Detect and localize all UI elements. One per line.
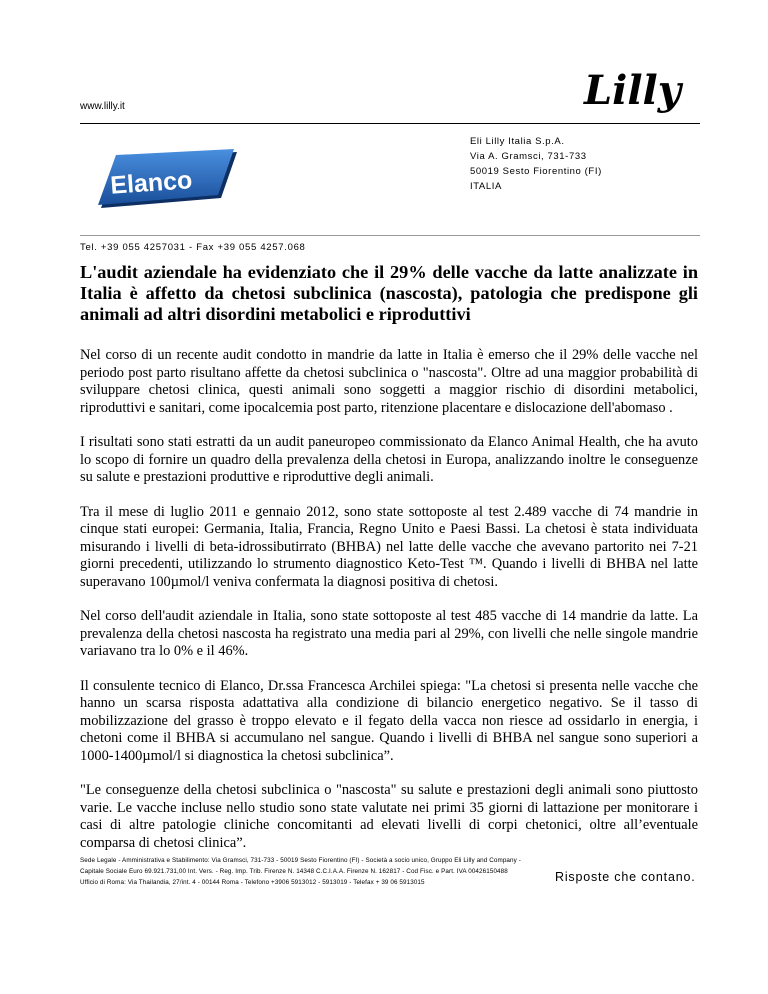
contact-numbers: Tel. +39 055 4257031 - Fax +39 055 4257.068 xyxy=(80,242,306,253)
article-body xyxy=(80,262,698,869)
lilly-logo-text: Lilly xyxy=(584,67,681,114)
address-line: Eli Lilly Italia S.p.A. xyxy=(470,136,565,147)
elanco-logo xyxy=(90,143,240,213)
elanco-logo-text: Elanco xyxy=(109,166,194,200)
article-paragraph: Nel corso di un recente audit condotto in mandrie da latte in Italia è emerso che il 29% delle vacche nel periodo post parto risultano affette da chetosi subclinica o "nascosta". Oltre ad una maggior probabilità di sviluppare chetosi clinica, questi animali sono soggetti a maggior rischio di disordini metabolici, riproduttivi e sanitari, come ipocalcemia post parto, ritenzione placentare e dislocazione dell'abomaso . xyxy=(80,347,698,416)
article-paragraph: Tra il mese di luglio 2011 e gennaio 2012, sono state sottoposte al test 2.489 vacche di 74 mandrie in cinque stati europei: Germania, Italia, Francia, Regno Unito e Paesi Bassi. La chetosi è stata individuata misurando i livelli di beta-idrossibutirrato (BHBA) nel latte delle vacche che avevano partorito nei 7-21 giorni precedenti, utilizzando lo strumento diagnostico Keto-Test ™. Quando i livelli di BHBA nel latte superavano 100µmol/l veniva confermata la diagnosi positiva di chetosi. xyxy=(80,503,698,590)
legal-line: Sede Legale - Amministrativa e Stabilimento: Via Gramsci, 731-733 - 50019 Sesto Fiorentino (FI) - Società a socio unico, Gruppo Eli Lilly and Company - xyxy=(80,857,521,864)
legal-line: Capitale Sociale Euro 69.921.731,00 Int. Vers. - Reg. Imp. Trib. Firenze N. 14348 C.C.I.A.A. Firenze N. 162817 - Cod Fisc. e Part. IVA 00426150488 xyxy=(80,868,508,875)
address-line: Via A. Gramsci, 731-733 xyxy=(470,151,587,162)
article-paragraph: I risultati sono stati estratti da un audit paneuropeo commissionato da Elanco Animal Health, che ha avuto lo scopo di fornire un quadro della prevalenza della chetosi in Europa, analizzando inoltre le conseguenze su salute e prestazioni produttive e riproduttive degli animali. xyxy=(80,434,698,485)
article-paragraph: Il consulente tecnico di Elanco, Dr.ssa Francesca Archilei spiega: "La chetosi si presenta nelle vacche che hanno un scarsa risposta adattativa alla condizione di bilancio energetico negativo. Se il tasso di mobilizzazione del grasso è troppo elevato e il fegato della vacca non riesce ad ossidarlo in energia, i chetoni come il BHBA si accumulano nel sangue. Quando i livelli di BHBA nel sangue sono superiori a 1000-1400µmol/l si diagnostica la chetosi subclinica”. xyxy=(80,677,698,764)
address-line: ITALIA xyxy=(470,181,502,192)
contact-divider xyxy=(80,235,700,236)
company-slogan: Risposte che contano. xyxy=(555,870,696,884)
company-address xyxy=(470,134,602,194)
article-paragraph: Nel corso dell'audit aziendale in Italia, sono state sottoposte al test 485 vacche di 14 mandrie da latte. La prevalenza della chetosi nascosta ha registrato una media pari al 29%, con livelli che nelle singole mandrie variavano tra lo 0% e il 46%. xyxy=(80,608,698,659)
article-paragraph: "Le conseguenze della chetosi subclinica o "nascosta" su salute e prestazioni degli animali sono piuttosto varie. Le vacche incluse nello studio sono state valutate nei primi 35 giorni di lattazione per monitorare i casi di altre patologie cliniche concomitanti ad elevati livelli di corpi chetonici, oltre all’eventuale comparsa di chetosi clinica”. xyxy=(80,782,698,851)
lilly-logo xyxy=(580,62,705,120)
header-divider xyxy=(80,123,700,124)
address-line: 50019 Sesto Fiorentino (FI) xyxy=(470,166,602,177)
website-url[interactable]: www.lilly.it xyxy=(80,101,125,112)
legal-line: Ufficio di Roma: Via Thailandia, 27/int. 4 - 00144 Roma - Telefono +3906 5913012 - 5913019 - Telefax + 39 06 5913015 xyxy=(80,879,425,886)
article-headline: L'audit aziendale ha evidenziato che il 29% delle vacche da latte analizzate in Italia è affetto da chetosi subclinica (nascosta), patologia che predispone gli animali ad altri disordini metabolici e riproduttivi xyxy=(80,262,698,324)
